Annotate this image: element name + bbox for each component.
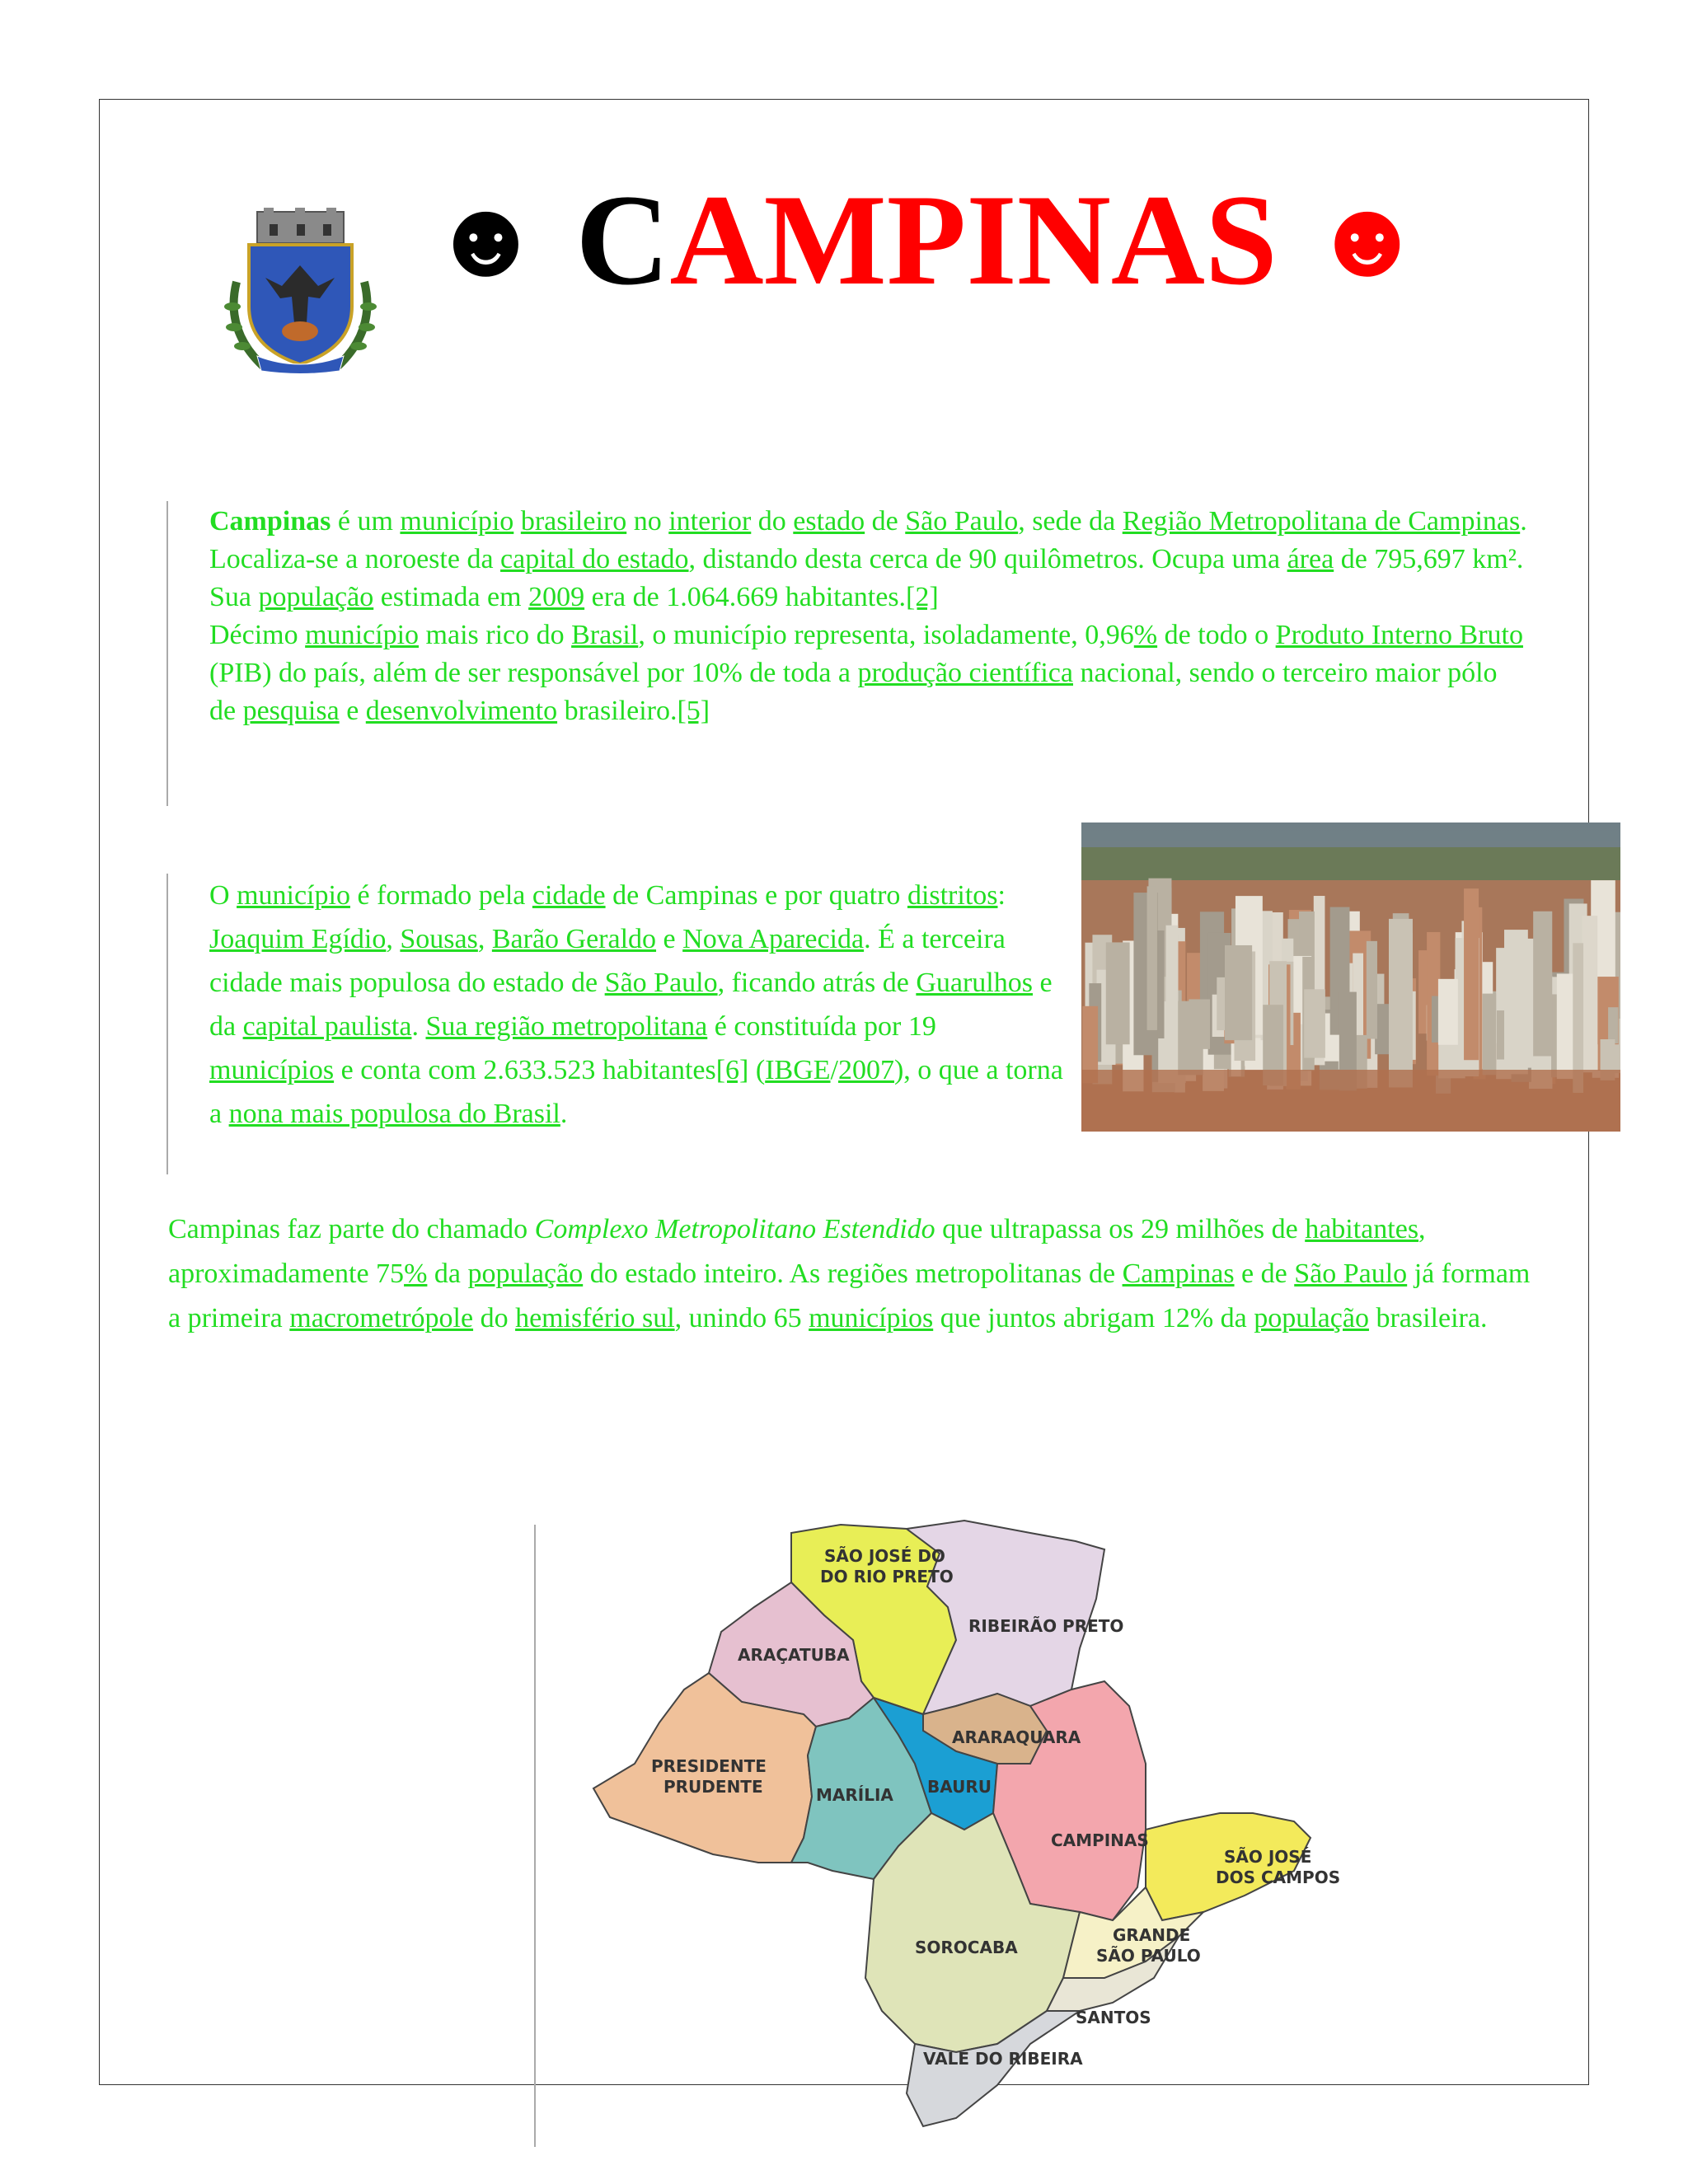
building-shape xyxy=(1178,1001,1203,1076)
text: Décimo xyxy=(209,620,306,650)
region-sao-jose-campos xyxy=(1146,1813,1311,1920)
link-municipios[interactable]: municípios xyxy=(209,1055,335,1085)
label-marilia: MARÍLIA xyxy=(816,1785,893,1805)
link-ibge[interactable]: IBGE xyxy=(765,1055,831,1085)
link-sao-paulo[interactable]: São Paulo xyxy=(1294,1258,1408,1289)
link-pib[interactable]: Produto Interno Bruto xyxy=(1275,620,1523,650)
text: mais rico do xyxy=(419,620,572,650)
link-capital-paulista[interactable]: capital paulista xyxy=(242,1011,412,1042)
link-campinas[interactable]: Campinas xyxy=(1122,1258,1235,1289)
paragraph-border xyxy=(166,874,168,1174)
link-brasil[interactable]: Brasil xyxy=(571,620,639,650)
text: , aproximadamente 75 xyxy=(168,1214,1426,1289)
link-ref-5[interactable]: [5] xyxy=(677,696,710,726)
label-presidente-prudente-2: PRUDENTE xyxy=(663,1777,763,1797)
text: e conta com 2.633.523 habitantes xyxy=(334,1055,716,1085)
link-joaquim-egidio[interactable]: Joaquim Egídio xyxy=(209,924,387,954)
building-shape xyxy=(1304,989,1325,1057)
text: já formam a primeira xyxy=(168,1258,1531,1333)
building-shape xyxy=(1582,916,1598,1072)
building-shape xyxy=(1147,886,1157,1030)
districts-paragraph xyxy=(209,874,1067,1136)
text: , distando desta cerca de 90 quilômetros. Ocupa uma xyxy=(688,544,1287,574)
label-santos: SANTOS xyxy=(1076,2008,1151,2027)
title-first-letter: C xyxy=(575,168,670,312)
label-grande-sao-paulo-1: GRANDE xyxy=(1113,1925,1191,1945)
link-desenvolvimento[interactable]: desenvolvimento xyxy=(365,696,558,726)
bold-campinas: Campinas xyxy=(209,506,331,537)
link-sao-paulo[interactable]: São Paulo xyxy=(905,506,1019,537)
text: , sede da xyxy=(1018,506,1123,537)
text: brasileiro. xyxy=(557,696,678,726)
link-2007[interactable]: 2007 xyxy=(837,1055,894,1085)
map-border xyxy=(534,1525,536,2147)
text: da xyxy=(427,1258,468,1289)
link-nova-aparecida[interactable]: Nova Aparecida xyxy=(682,924,865,954)
text: e da xyxy=(209,968,1053,1042)
link-municipios[interactable]: municípios xyxy=(809,1303,934,1333)
link-interior[interactable]: interior xyxy=(668,506,752,537)
building-shape xyxy=(1533,912,1552,1057)
building-shape xyxy=(1367,941,1377,1039)
text: , unindo 65 xyxy=(674,1303,809,1333)
link-regiao-metropolitana[interactable]: Região Metropolitana de Campinas xyxy=(1122,506,1521,537)
link-sao-paulo[interactable]: São Paulo xyxy=(604,968,718,998)
text: do estado inteiro. As regiões metropolitanas de xyxy=(583,1258,1123,1289)
text: estimada em xyxy=(373,582,529,612)
link-sousas[interactable]: Sousas xyxy=(400,924,478,954)
link-habitantes[interactable]: habitantes xyxy=(1305,1214,1419,1244)
link-distritos[interactable]: distritos xyxy=(907,880,998,911)
building-shape xyxy=(1389,919,1413,1088)
text: . xyxy=(560,1099,568,1129)
link-capital-estado[interactable]: capital do estado xyxy=(500,544,689,574)
text: é um xyxy=(331,506,401,537)
link-percent[interactable]: % xyxy=(1133,620,1158,650)
text: ( xyxy=(748,1055,766,1085)
italic-term: Complexo Metropolitano Estendido xyxy=(534,1214,935,1244)
building-shape xyxy=(1608,1007,1618,1043)
text: , ficando atrás de xyxy=(717,968,917,998)
paragraph-border xyxy=(166,501,168,806)
intro-paragraph xyxy=(209,503,1528,730)
link-producao-cientifica[interactable]: produção científica xyxy=(857,658,1073,688)
link-2009[interactable]: 2009 xyxy=(528,582,585,612)
label-ribeirao-preto: RIBEIRÃO PRETO xyxy=(968,1616,1124,1636)
label-araraquara: ARARAQUARA xyxy=(952,1727,1081,1747)
text: : xyxy=(997,880,1006,911)
link-estado[interactable]: estado xyxy=(793,506,865,537)
label-sao-jose-rio-preto-1: SÃO JOSÉ DO xyxy=(824,1546,945,1566)
text: e de xyxy=(1234,1258,1295,1289)
text: que ultrapassa os 29 milhões de xyxy=(935,1214,1306,1244)
text: de todo o xyxy=(1157,620,1276,650)
text: de Campinas e por quatro xyxy=(605,880,907,911)
metropolitan-paragraph xyxy=(168,1207,1536,1341)
link-ref-6[interactable]: [6] xyxy=(715,1055,749,1085)
label-aracatuba: ARAÇATUBA xyxy=(738,1645,850,1665)
text: brasileira. xyxy=(1368,1303,1488,1333)
text: / xyxy=(830,1055,838,1085)
text: (PIB) do país, além de ser responsável por 10% de toda a xyxy=(209,658,858,688)
link-cidade[interactable]: cidade xyxy=(532,880,606,911)
link-brasileiro[interactable]: brasileiro xyxy=(520,506,627,537)
page-title xyxy=(429,168,1425,312)
label-presidente-prudente-1: PRESIDENTE xyxy=(651,1756,767,1776)
label-grande-sao-paulo-2: SÃO PAULO xyxy=(1096,1946,1201,1966)
text: do xyxy=(751,506,794,537)
link-municipio-2[interactable]: município xyxy=(305,620,420,650)
text: nacional, sendo o terceiro maior pólo de xyxy=(209,658,1498,726)
link-municipio[interactable]: município xyxy=(237,880,350,911)
campinas-coat-of-arms xyxy=(216,208,385,377)
campinas-skyline-photo xyxy=(1081,823,1620,1132)
text: ), o que a torna a xyxy=(209,1055,1063,1129)
text: e xyxy=(656,924,683,954)
building-shape xyxy=(1464,888,1479,1060)
link-macrometropole[interactable]: macrometrópole xyxy=(289,1303,474,1333)
smiley-black-icon: ☻ xyxy=(429,178,543,299)
label-sao-jose-rio-preto-2: DO RIO PRETO xyxy=(820,1567,954,1586)
label-sorocaba: SOROCABA xyxy=(915,1938,1018,1957)
link-municipio[interactable]: município xyxy=(400,506,514,537)
text: , o município representa, isoladamente, 0,96 xyxy=(638,620,1134,650)
text: Campinas faz parte do chamado xyxy=(168,1214,535,1244)
text: era de 1.064.669 habitantes. xyxy=(584,582,907,612)
text: é formado pela xyxy=(349,880,532,911)
text: do xyxy=(473,1303,516,1333)
title-rest: AMPINAS xyxy=(669,168,1278,312)
text: , xyxy=(477,924,492,954)
text: de xyxy=(865,506,906,537)
building-shape xyxy=(1504,930,1528,1074)
text: é constituída por 19 xyxy=(707,1011,936,1042)
text: de 795,697 km². Sua xyxy=(209,544,1524,612)
label-sao-jose-campos-2: DOS CAMPOS xyxy=(1216,1868,1341,1887)
link-area[interactable]: área xyxy=(1287,544,1334,574)
text: O xyxy=(209,880,237,911)
text: que juntos abrigam 12% da xyxy=(933,1303,1254,1333)
text: no xyxy=(626,506,669,537)
link-percent[interactable]: % xyxy=(404,1258,428,1289)
link-pesquisa[interactable]: pesquisa xyxy=(242,696,340,726)
label-bauru: BAURU xyxy=(927,1777,992,1797)
text: , xyxy=(386,924,401,954)
link-barao-geraldo[interactable]: Barão Geraldo xyxy=(491,924,657,954)
link-populacao[interactable]: população xyxy=(258,582,374,612)
building-shape xyxy=(1106,942,1130,1044)
smiley-red-icon: ☻ xyxy=(1310,178,1425,299)
link-nona-mais-populosa[interactable]: nona mais populosa do Brasil xyxy=(228,1099,560,1129)
text: . xyxy=(411,1011,426,1042)
label-vale-do-ribeira: VALE DO RIBEIRA xyxy=(923,2049,1083,2069)
sao-paulo-regions-map xyxy=(569,1516,1574,2151)
link-ref-2[interactable]: [2] xyxy=(906,582,939,612)
text xyxy=(513,506,521,537)
label-sao-jose-campos-1: SÃO JOSÉ xyxy=(1224,1847,1312,1867)
link-guarulhos[interactable]: Guarulhos xyxy=(916,968,1033,998)
building-shape xyxy=(1225,945,1252,1040)
link-hemisferio-sul[interactable]: hemisfério sul xyxy=(515,1303,675,1333)
link-regiao-metropolitana[interactable]: Sua região metropolitana xyxy=(425,1011,708,1042)
link-populacao[interactable]: população xyxy=(467,1258,584,1289)
text: . É a terceira cidade mais populosa do estado de xyxy=(209,924,1006,998)
link-populacao-2[interactable]: população xyxy=(1254,1303,1369,1333)
label-campinas: CAMPINAS xyxy=(1051,1830,1149,1850)
text: e xyxy=(339,696,366,726)
text: . Localiza-se a noroeste da xyxy=(209,506,1527,574)
building-shape xyxy=(1438,979,1458,1045)
building-shape xyxy=(1483,994,1497,1076)
